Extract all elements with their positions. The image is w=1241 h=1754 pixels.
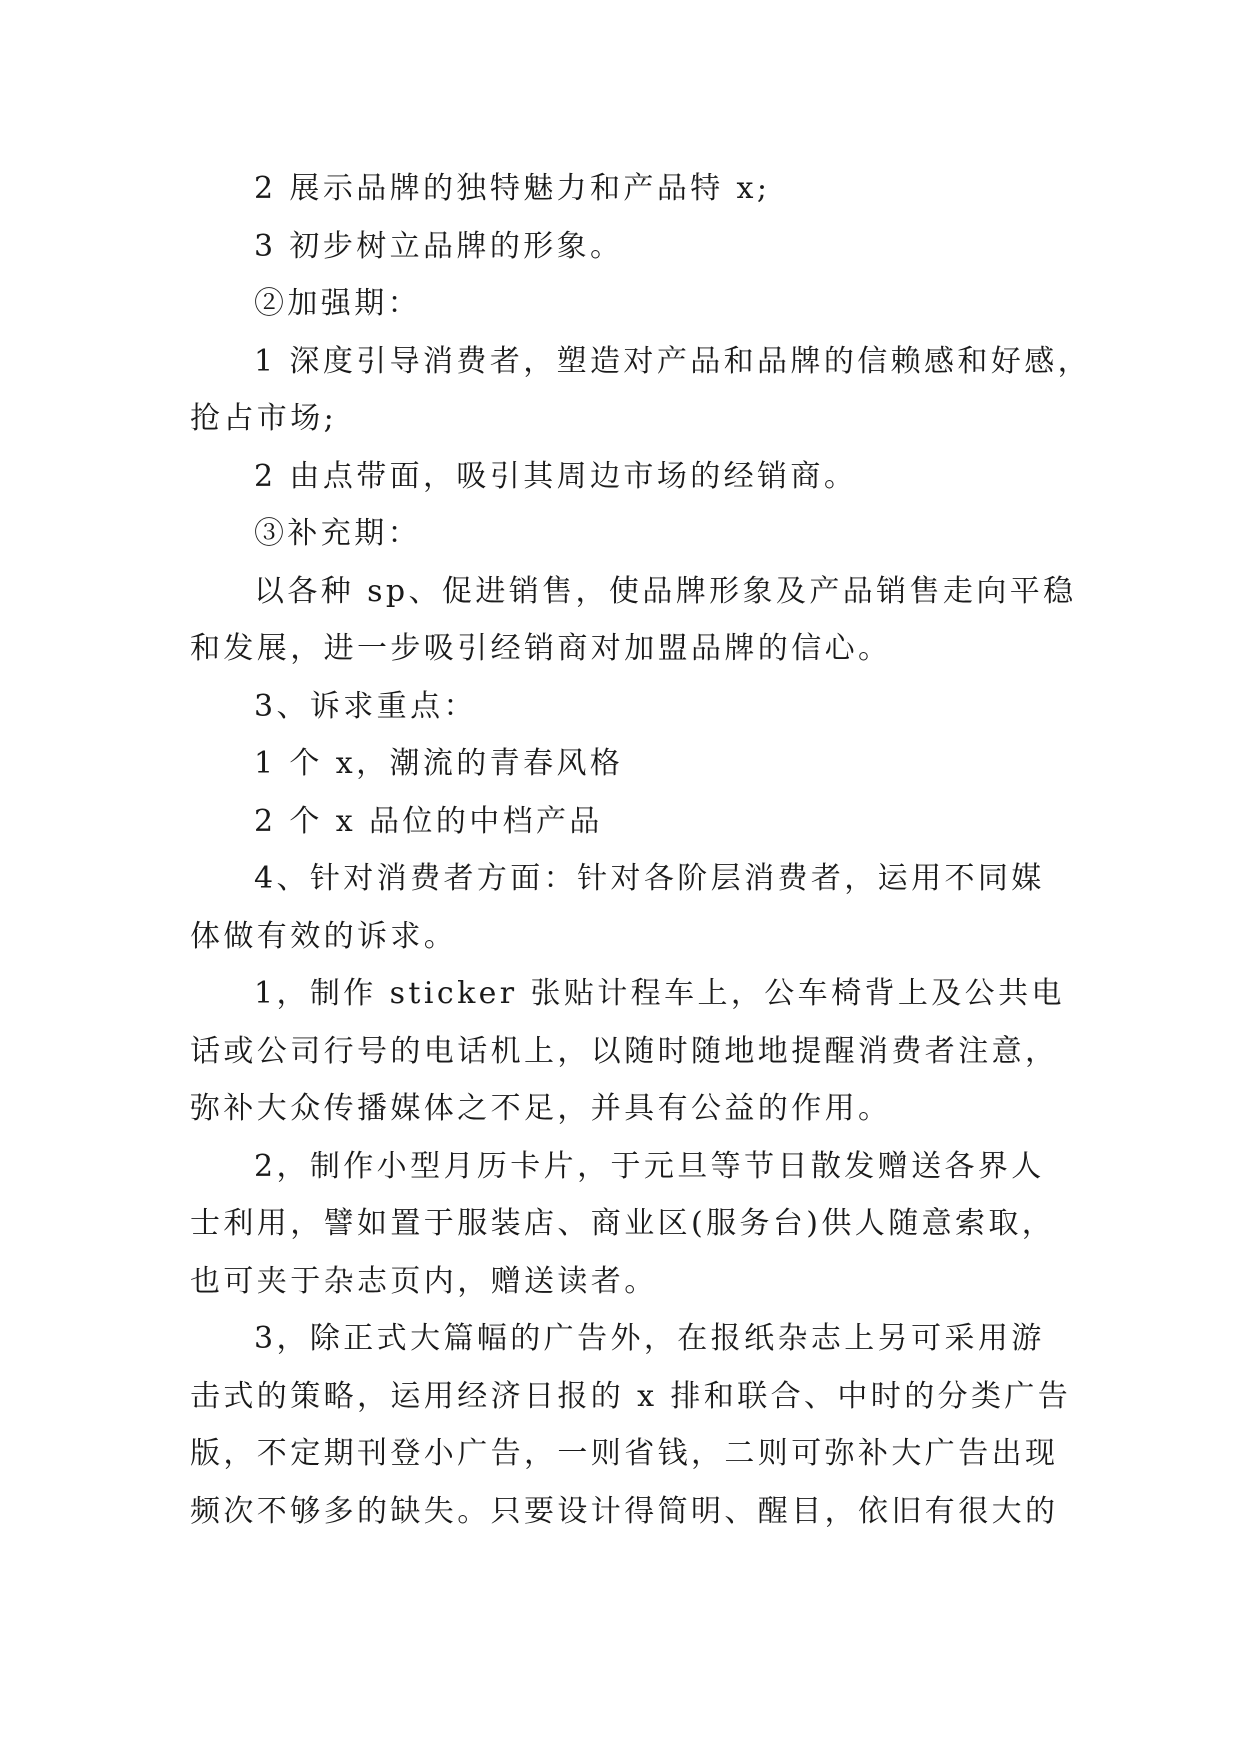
text-line: 1 深度引导消费者，塑造对产品和品牌的信赖感和好感，: [254, 343, 1092, 379]
text-line: 2，制作小型月历卡片，于元旦等节日散发赠送各界人: [254, 1148, 1045, 1184]
text-line: 2 展示品牌的独特魅力和产品特 x;: [254, 171, 771, 206]
text-line: 2 个 x 品位的中档产品: [254, 803, 603, 839]
text-line: 频次不够多的缺失。只要设计得简明、醒目，依旧有很大的: [190, 1493, 1059, 1529]
text-line: 版，不定期刊登小广告，一则省钱，二则可弥补大广告出现: [190, 1436, 1059, 1471]
text-line: 抢占市场;: [190, 401, 338, 436]
text-line: 也可夹于杂志页内，赠送读者。: [190, 1263, 658, 1299]
section-heading: 4、针对消费者方面：针对各阶层消费者，运用不同媒: [254, 861, 1045, 896]
text-line: 士利用，譬如置于服装店、商业区(服务台)供人随意索取，: [190, 1206, 1056, 1241]
text-line: 1，制作 sticker 张贴计程车上，公车椅背上及公共电: [254, 976, 1065, 1011]
text-line: 话或公司行号的电话机上，以随时随地地提醒消费者注意，: [190, 1033, 1059, 1069]
text-line: 和发展，进一步吸引经销商对加盟品牌的信心。: [190, 631, 892, 666]
document-body: [190, 160, 1092, 1540]
text-line: 弥补大众传播媒体之不足，并具有公益的作用。: [190, 1091, 892, 1126]
text-line: 2 由点带面，吸引其周边市场的经销商。: [254, 458, 858, 494]
text-line: 击式的策略，运用经济日报的 x 排和联合、中时的分类广告: [190, 1378, 1072, 1414]
text-line: 3，除正式大篇幅的广告外，在报纸杂志上另可采用游: [254, 1321, 1045, 1356]
text-line: 1 个 x，潮流的青春风格: [254, 746, 624, 781]
text-line: 体做有效的诉求。: [190, 918, 458, 954]
section-heading: 3、诉求重点：: [254, 688, 477, 724]
text-line: 3 初步树立品牌的形象。: [254, 228, 624, 264]
text-line: 以各种 sp、促进销售，使品牌形象及产品销售走向平稳: [254, 573, 1077, 609]
section-heading: ②加强期：: [254, 286, 421, 321]
section-heading: ③补充期：: [254, 516, 421, 551]
